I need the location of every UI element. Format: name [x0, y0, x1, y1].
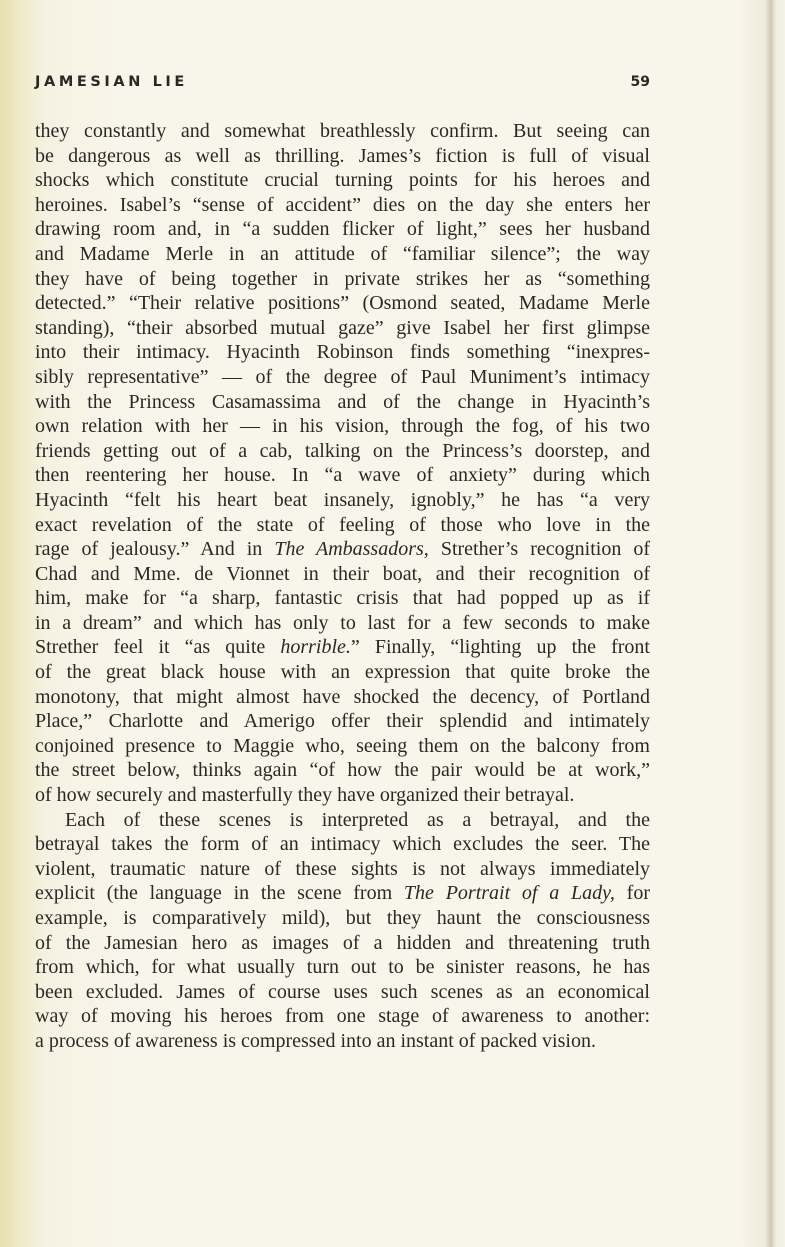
text-segment: Each of these scenes is interpreted as a betrayal, and the: [65, 808, 650, 831]
running-title: JAMESIAN LIE: [35, 74, 188, 90]
text-segment: conjoined presence to Maggie who, seeing them on the balcony from: [35, 734, 650, 757]
text-line: [35, 144, 650, 169]
text-segment: from which, for what usually turn out to be sinister reasons, he has: [35, 956, 650, 979]
text-segment: standing), “their absorbed mutual gaze” give Isabel her first glimpse: [35, 316, 650, 339]
text-segment: and Madame Merle in an attitude of “familiar silence”; the way: [35, 242, 650, 265]
text-line: [35, 808, 650, 833]
text-line: [35, 513, 650, 538]
text-line: [35, 685, 650, 710]
text-line: [35, 881, 650, 906]
text-segment: heroines. Isabel’s “sense of accident” dies on the day she enters her: [35, 193, 650, 216]
text-line: [35, 316, 650, 341]
text-segment: Hyacinth “felt his heart beat insanely, ignobly,” he has “a very: [35, 488, 650, 511]
text-line: [35, 980, 650, 1005]
text-segment: a process of awareness is compressed into an instant of packed vision.: [35, 1029, 596, 1052]
text-line: [35, 783, 650, 808]
text-line: [35, 734, 650, 759]
text-segment: him, make for “a sharp, fantastic crisis that had popped up as if: [35, 587, 650, 610]
text-line: [35, 291, 650, 316]
text-segment: violent, traumatic nature of these sights is not always immediately: [35, 857, 650, 880]
text-line: [35, 217, 650, 242]
text-line: [35, 660, 650, 685]
text-segment: then reentering her house. In “a wave of anxiety” during which: [35, 464, 650, 487]
body-text: [35, 119, 650, 1054]
text-line: [35, 340, 650, 365]
text-line: [35, 267, 650, 292]
italic-title: horrible.: [280, 636, 351, 659]
text-line: [35, 906, 650, 931]
text-segment: betrayal takes the form of an intimacy which excludes the seer. The: [35, 833, 650, 856]
text-line: [35, 709, 650, 734]
text-line: [35, 193, 650, 218]
text-segment: detected.” “Their relative positions” (Osmond seated, Madame Merle: [35, 292, 650, 315]
text-segment: of how securely and masterfully they have organized their betrayal.: [35, 784, 575, 807]
text-segment: drawing room and, in “a sudden flicker of light,” sees her husband: [35, 218, 650, 241]
page-number: 59: [630, 74, 650, 90]
text-segment: explicit (the language in the scene from: [35, 882, 404, 905]
text-line: [35, 439, 650, 464]
text-line: [35, 832, 650, 857]
text-line: [35, 414, 650, 439]
text-segment: been excluded. James of course uses such scenes as an economical: [35, 980, 650, 1003]
text-segment: Strether’s recognition of: [428, 538, 651, 561]
italic-title: The Portrait of a Lady,: [403, 882, 615, 905]
text-line: [35, 635, 650, 660]
text-segment: way of moving his heroes from one stage of awareness to another:: [35, 1005, 650, 1028]
text-segment: of the great black house with an expression that quite broke the: [35, 661, 650, 684]
text-line: [35, 955, 650, 980]
text-line: [35, 857, 650, 882]
text-line: [35, 537, 650, 562]
text-segment: monotony, that might almost have shocked the decency, of Portland: [35, 685, 650, 708]
text-line: [35, 1004, 650, 1029]
text-segment: Strether feel it “as quite: [35, 636, 281, 659]
text-line: [35, 168, 650, 193]
text-segment: in a dream” and which has only to last for a few seconds to make: [35, 611, 650, 634]
text-segment: into their intimacy. Hyacinth Robinson finds something “inexpres-: [35, 341, 650, 364]
text-line: [35, 463, 650, 488]
text-line: [35, 365, 650, 390]
page-header: [35, 74, 650, 98]
text-line: [35, 390, 650, 415]
text-segment: rage of jealousy.” And in: [35, 538, 275, 561]
text-line: [35, 488, 650, 513]
text-line: [35, 562, 650, 587]
text-segment: exact revelation of the state of feeling of those who love in the: [35, 513, 650, 536]
text-segment: shocks which constitute crucial turning points for his heroes and: [35, 169, 650, 192]
italic-title: The Ambassadors,: [274, 538, 429, 561]
text-line: [35, 119, 650, 144]
text-segment: of the Jamesian hero as images of a hidden and threatening truth: [35, 931, 650, 954]
text-line: [35, 931, 650, 956]
text-segment: be dangerous as well as thrilling. James’s fiction is full of visual: [35, 144, 650, 167]
text-segment: Chad and Mme. de Vionnet in their boat, and their recognition of: [35, 562, 650, 585]
text-line: [35, 1029, 650, 1054]
text-segment: with the Princess Casamassima and of the change in Hyacinth’s: [35, 390, 650, 413]
text-segment: friends getting out of a cab, talking on the Princess’s doorstep, and: [35, 439, 650, 462]
text-line: [35, 611, 650, 636]
text-segment: own relation with her — in his vision, through the fog, of his two: [35, 415, 650, 438]
text-segment: the street below, thinks again “of how the pair would be at work,”: [35, 759, 650, 782]
text-segment: sibly representative” — of the degree of Paul Muniment’s intimacy: [35, 365, 650, 388]
text-segment: example, is comparatively mild), but they haunt the consciousness: [35, 907, 650, 929]
text-line: [35, 242, 650, 267]
text-segment: for: [614, 882, 650, 905]
text-segment: Place,” Charlotte and Amerigo offer their splendid and intimately: [35, 710, 650, 733]
text-segment: ” Finally, “lighting up the front: [350, 636, 650, 659]
text-segment: they have of being together in private strikes her as “something: [35, 267, 650, 290]
text-line: [35, 586, 650, 611]
text-line: [35, 758, 650, 783]
text-segment: they constantly and somewhat breathlessly confirm. But seeing can: [35, 120, 650, 142]
